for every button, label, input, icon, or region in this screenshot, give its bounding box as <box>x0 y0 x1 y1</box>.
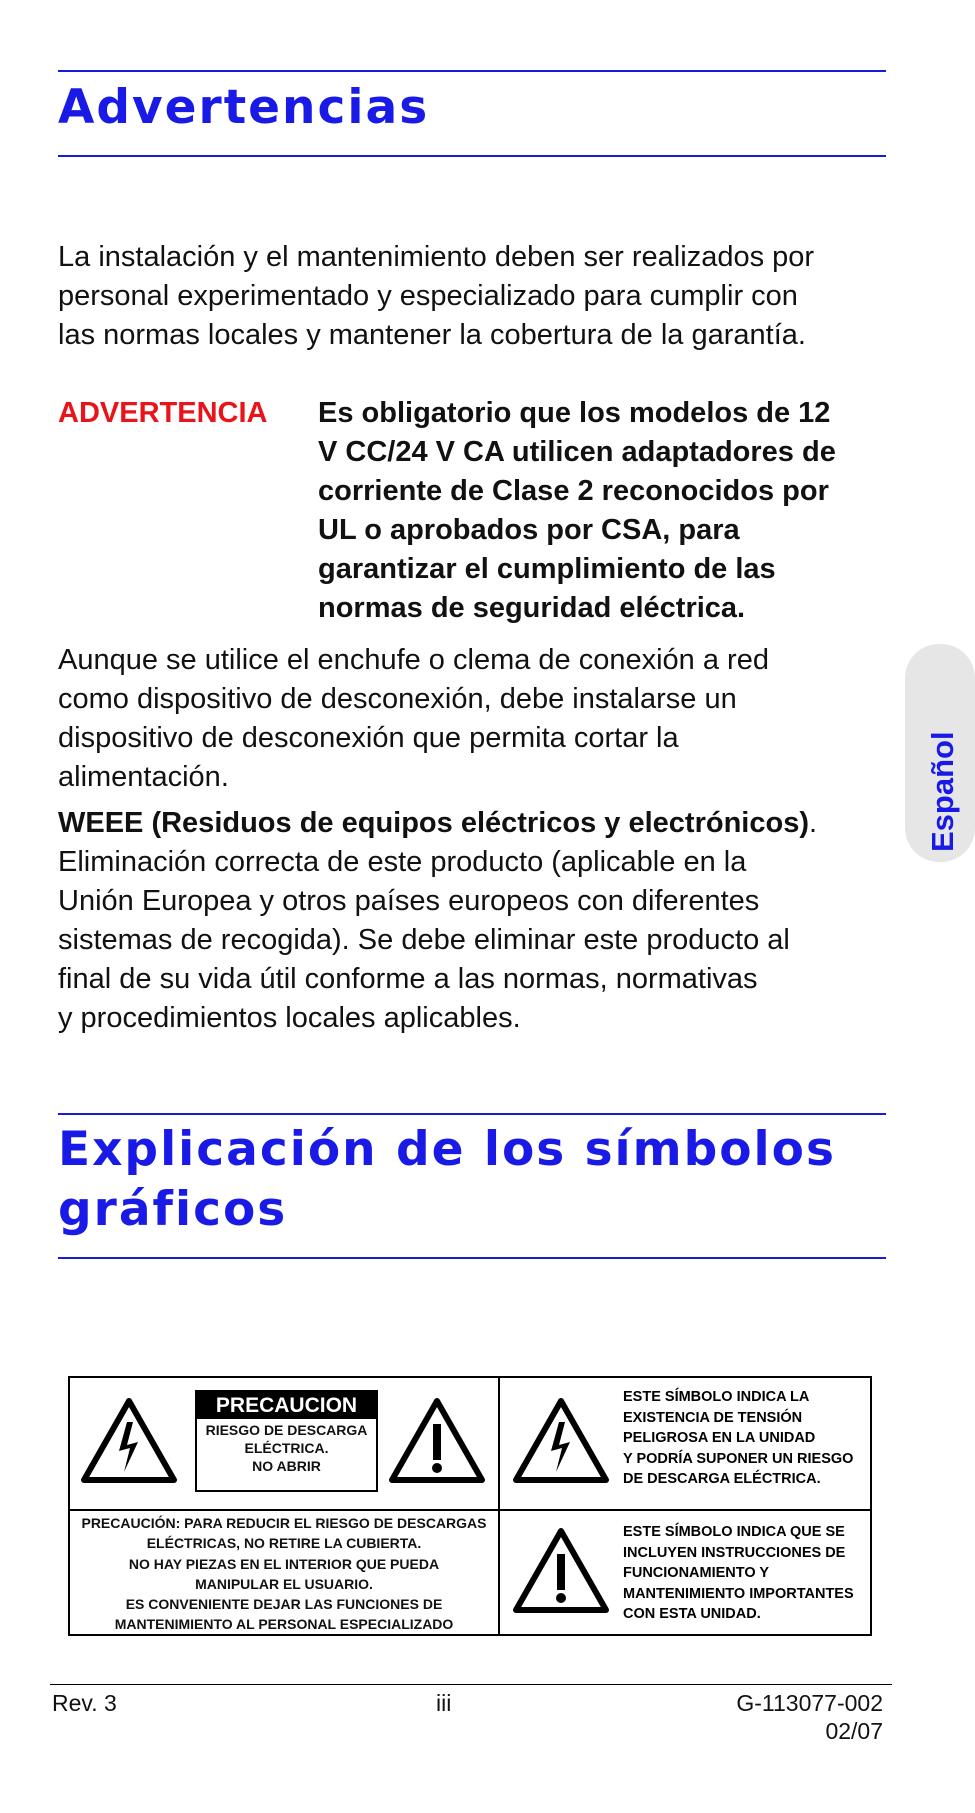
language-tab-label: Español <box>925 731 960 852</box>
warning-label: ADVERTENCIA <box>58 397 268 429</box>
heading-rule-bottom <box>58 155 886 157</box>
intro-paragraph: La instalación y el mantenimiento deben ser realizados por personal experimentado y especializado para cumplir con las normas locales y mantener la cobertura de la garantía. <box>58 241 815 351</box>
footer-doc-info <box>700 1689 883 1745</box>
lightning-warning-icon <box>512 1396 610 1484</box>
footer-rule <box>50 1684 892 1685</box>
disconnect-paragraph: Aunque se utilice el enchufe o clema de conexión a red como dispositivo de desconexión, debe instalarse un dispositivo de desconexión que permita cortar la alimentación. <box>58 644 769 793</box>
footer-date: 02/07 <box>825 1718 883 1744</box>
weee-paragraph: WEEE (Residuos de equipos eléctricos y electrónicos). Eliminación correcta de este producto (aplicable en la Unión Europea y otros países europeos con diferentes sistemas de recogida). Se debe eliminar este producto al final de su vida útil conforme a las normas, normativas y procedimientos locales aplicables. <box>58 807 818 1034</box>
lightning-warning-icon <box>80 1396 178 1484</box>
table-divider-vertical <box>498 1378 500 1634</box>
exclamation-description: ESTE SÍMBOLO INDICA QUE SE INCLUYEN INSTRUCCIONES DE FUNCIONAMIENTO Y MANTENIMIENTO IMPORTANTES CON ESTA UNIDAD. <box>623 1524 854 1622</box>
footer-doc-number: G-113077-002 <box>736 1690 883 1716</box>
caution-instructions: PRECAUCIÓN: PARA REDUCIR EL RIESGO DE DESCARGAS ELÉCTRICAS, NO RETIRE LA CUBIERTA. NO HAY PIEZAS EN EL INTERIOR QUE PUEDA MANIPULAR EL USUARIO. ES CONVENIENTE DEJAR LAS FUNCIONES DE MANTENIMIENTO AL PERSONAL ESPECIALIZADO <box>81 1515 487 1633</box>
exclamation-warning-icon <box>512 1526 610 1614</box>
section-title-simbolos: Explicación de los símbolos gráficos <box>58 1122 836 1237</box>
exclamation-warning-icon <box>388 1396 486 1484</box>
weee-title: WEEE (Residuos de equipos eléctricos y electrónicos) <box>58 807 809 839</box>
warning-text: Es obligatorio que los modelos de 12 V CC/24 V CA utilicen adaptadores de corriente de Clase 2 reconocidos por UL o aprobados por CSA, para garantizar el cumplimiento de las normas de seguridad eléctrica. <box>318 397 836 624</box>
footer-revision: Rev. 3 <box>52 1690 117 1716</box>
precaucion-heading: PRECAUCION <box>197 1392 376 1419</box>
heading-rule-top-2 <box>58 1113 886 1115</box>
table-divider-horizontal <box>70 1509 870 1511</box>
heading-rule-bottom-2 <box>58 1257 886 1259</box>
symbols-table <box>68 1376 872 1636</box>
precaucion-label: PRECAUCION RIESGO DE DESCARGA ELÉCTRICA. NO ABRIR <box>195 1390 378 1492</box>
lightning-description: ESTE SÍMBOLO INDICA LA EXISTENCIA DE TENSIÓN PELIGROSA EN LA UNIDAD Y PODRÍA SUPONER UN RIESGO DE DESCARGA ELÉCTRICA. <box>623 1389 854 1487</box>
heading-rule-top <box>58 70 886 72</box>
section-title-advertencias: Advertencias <box>58 80 430 135</box>
footer-page-number: iii <box>436 1690 452 1716</box>
